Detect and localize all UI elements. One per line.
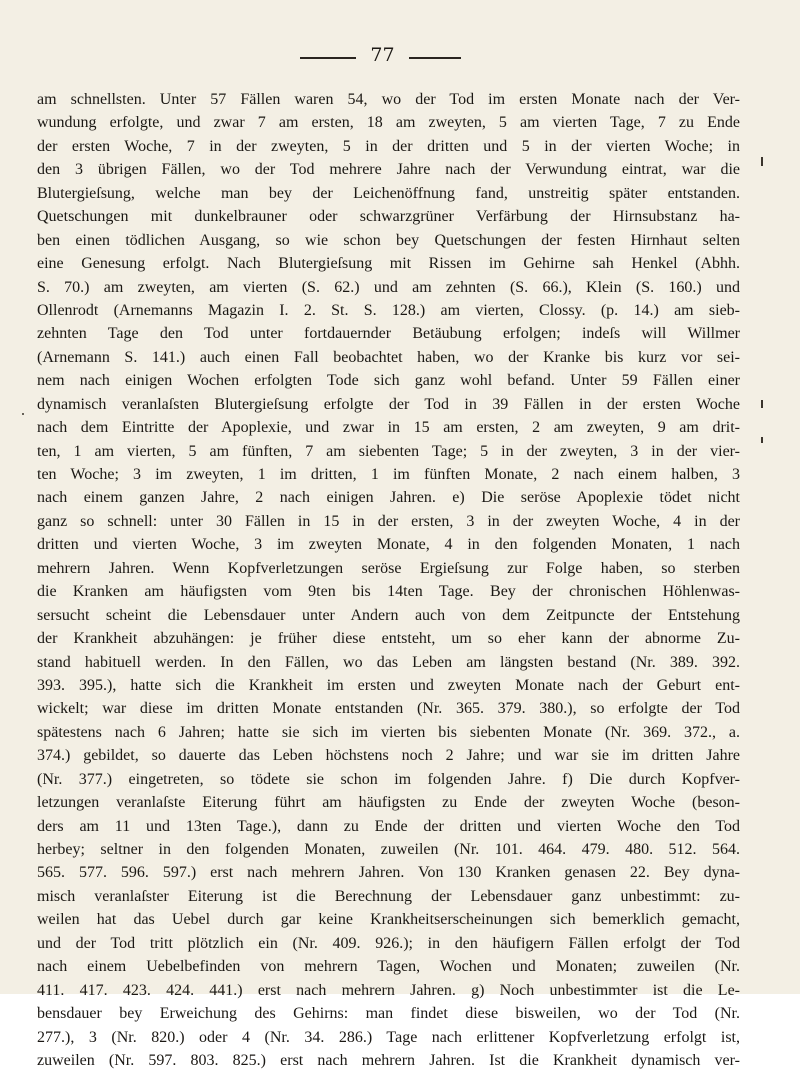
margin-mark [761, 157, 763, 166]
text-line: Quetschungen mit dunkelbrauner oder schwarzgrüner Verfärbung der Hirnsubstanz ha- [37, 208, 740, 226]
text-line: spätestens nach 6 Jahren; hatte sie sich im vierten bis siebenten Monate (Nr. 369. 372., a. [37, 723, 740, 741]
margin-dot [22, 413, 24, 415]
text-line: ganz so schnell: unter 30 Fällen in 15 in der ersten, 3 in der zweyten Woche, 4 in der [37, 512, 740, 530]
text-line: 277.), 3 (Nr. 820.) oder 4 (Nr. 34. 286.) Tage nach erlittener Kopfverletzung erfolgt ist, [37, 1028, 740, 1046]
text-line: stand habituell werden. In den Fällen, wo das Leben am längsten bestand (Nr. 389. 392. [37, 653, 740, 671]
body-text [37, 88, 740, 1072]
text-line: S. 70.) am zweyten, am vierten (S. 62.) und am zehnten (S. 66.), Klein (S. 160.) und [37, 278, 740, 296]
text-line: nach einem Uebelbefinden von mehrern Tagen, Wochen und Monaten; zuweilen (Nr. [37, 958, 740, 976]
text-line: ten Woche; 3 im zweyten, 1 im dritten, 1 im fünften Monate, 2 nach einem halben, 3 [37, 466, 740, 483]
text-line: sersucht scheint die Lebensdauer unter Andern auch von dem Zeitpuncte der Entstehung [37, 606, 740, 624]
page-header [0, 44, 800, 68]
text-line: (Arnemann S. 141.) auch einen Fall beobachtet haben, wo der Kranke bis kurz vor sei- [37, 348, 740, 366]
text-line: der ersten Woche, 7 in der zweyten, 5 in der dritten und 5 in der vierten Woche; in [37, 137, 740, 155]
margin-mark [761, 437, 763, 443]
text-line: 374.) gebildet, so dauerte das Leben höchstens noch 2 Jahre; und war sie im dritten Jahre [37, 747, 740, 765]
text-line: nach dem Eintritte der Apoplexie, und zwar in 15 am ersten, 2 am zweyten, 9 am drit- [37, 419, 740, 437]
text-line: dritten und vierten Woche, 3 im zweyten Monate, 4 in den folgenden Monaten, 1 nach [37, 536, 740, 554]
text-line: wundung erfolgte, und zwar 7 am ersten, 18 am zweyten, 5 am vierten Tage, 7 zu Ende [37, 114, 740, 132]
text-line: 565. 577. 596. 597.) erst nach mehrern Jahren. Von 130 Kranken genasen 22. Bey dyna- [37, 864, 740, 882]
text-line: 411. 417. 423. 424. 441.) erst nach mehrern Jahren. g) Noch unbestimmter ist die Le- [37, 981, 740, 999]
text-line: eine Genesung erfolgt. Nach Blutergieſsung mit Rissen im Gehirne sah Henkel (Abhh. [37, 255, 740, 273]
text-line: die Kranken am häufigsten vom 9ten bis 14ten Tage. Bey der chronischen Höhlenwas- [37, 583, 740, 601]
header-rule-right [409, 57, 461, 59]
text-line: ben einen tödlichen Ausgang, so wie schon bey Quetschungen der festen Hirnhaut selten [37, 231, 740, 249]
text-line: weilen hat das Uebel durch gar keine Krankheitserscheinungen sich bemerklich gemacht, [37, 911, 740, 929]
text-line: (Nr. 377.) eingetreten, so tödete sie schon im folgenden Jahre. f) Die durch Kopfver- [37, 770, 740, 788]
margin-mark [761, 400, 763, 408]
text-line: am schnellsten. Unter 57 Fällen waren 54, wo der Tod im ersten Monate nach der Ver- [37, 91, 740, 108]
text-line: und der Tod tritt plötzlich ein (Nr. 409. 926.); in den häufigern Fällen erfolgt der Tod [37, 934, 740, 952]
text-line: wickelt; war diese im dritten Monate entstanden (Nr. 365. 379. 380.), so erfolgte der Tod [37, 700, 740, 718]
text-line: zehnten Tage den Tod unter fortdauernder Betäubung erfolgen; indeſs will Willmer [37, 325, 740, 343]
text-line: den 3 übrigen Fällen, wo der Tod mehrere Jahre nach der Verwundung eintrat, war die [37, 161, 740, 179]
text-line: bensdauer bey Erweichung des Gehirns: man findet diese bisweilen, wo der Tod (Nr. [37, 1005, 740, 1023]
header-rule-left [300, 57, 356, 59]
text-line: der Krankheit abzuhängen: je früher diese entsteht, um so eher kann der abnorme Zu- [37, 630, 740, 648]
text-line: Ollenrodt (Arnemanns Magazin I. 2. St. S. 128.) am vierten, Clossy. (p. 14.) am sieb- [37, 301, 740, 319]
text-line: letzungen veranlaſste Eiterung führt am häufigsten zu Ende der zweyten Woche (beson- [37, 794, 740, 812]
text-line: ders am 11 und 13ten Tage.), dann zu Ende der dritten und vierten Woche den Tod [37, 817, 740, 835]
text-line: misch veranlaſster Eiterung ist die Berechnung der Lebensdauer ganz unbestimmt: zu- [37, 887, 740, 905]
text-line: Blutergieſsung, welche man bey der Leichenöffnung fand, unstreitig später entstanden. [37, 184, 740, 202]
text-line: 393. 395.), hatte sich die Krankheit im ersten und zweyten Monate nach der Geburt ent- [37, 676, 740, 694]
text-line: dynamisch veranlaſsten Blutergieſsung erfolgte der Tod in 39 Fällen in der ersten Woche [37, 395, 740, 413]
text-line: mehrern Jahren. Wenn Kopfverletzungen seröse Ergieſsung zur Folge haben, so sterben [37, 559, 740, 577]
page-number: 77 [370, 44, 395, 66]
text-line: herbey; seltner in den folgenden Monaten, zuweilen (Nr. 101. 464. 479. 480. 512. 564. [37, 841, 740, 858]
text-line: zuweilen (Nr. 597. 803. 825.) erst nach mehrern Jahren. Ist die Krankheit dynamisch ver- [37, 1051, 740, 1069]
text-line: nem nach einigen Wochen erfolgten Tode sich ganz wohl befand. Unter 59 Fällen einer [37, 372, 740, 390]
text-line: ten, 1 am vierten, 5 am fünften, 7 am siebenten Tage; 5 in der zweyten, 3 in der vier- [37, 442, 740, 460]
text-line: nach einem ganzen Jahre, 2 nach einigen Jahren. e) Die seröse Apoplexie tödet nicht [37, 489, 740, 507]
